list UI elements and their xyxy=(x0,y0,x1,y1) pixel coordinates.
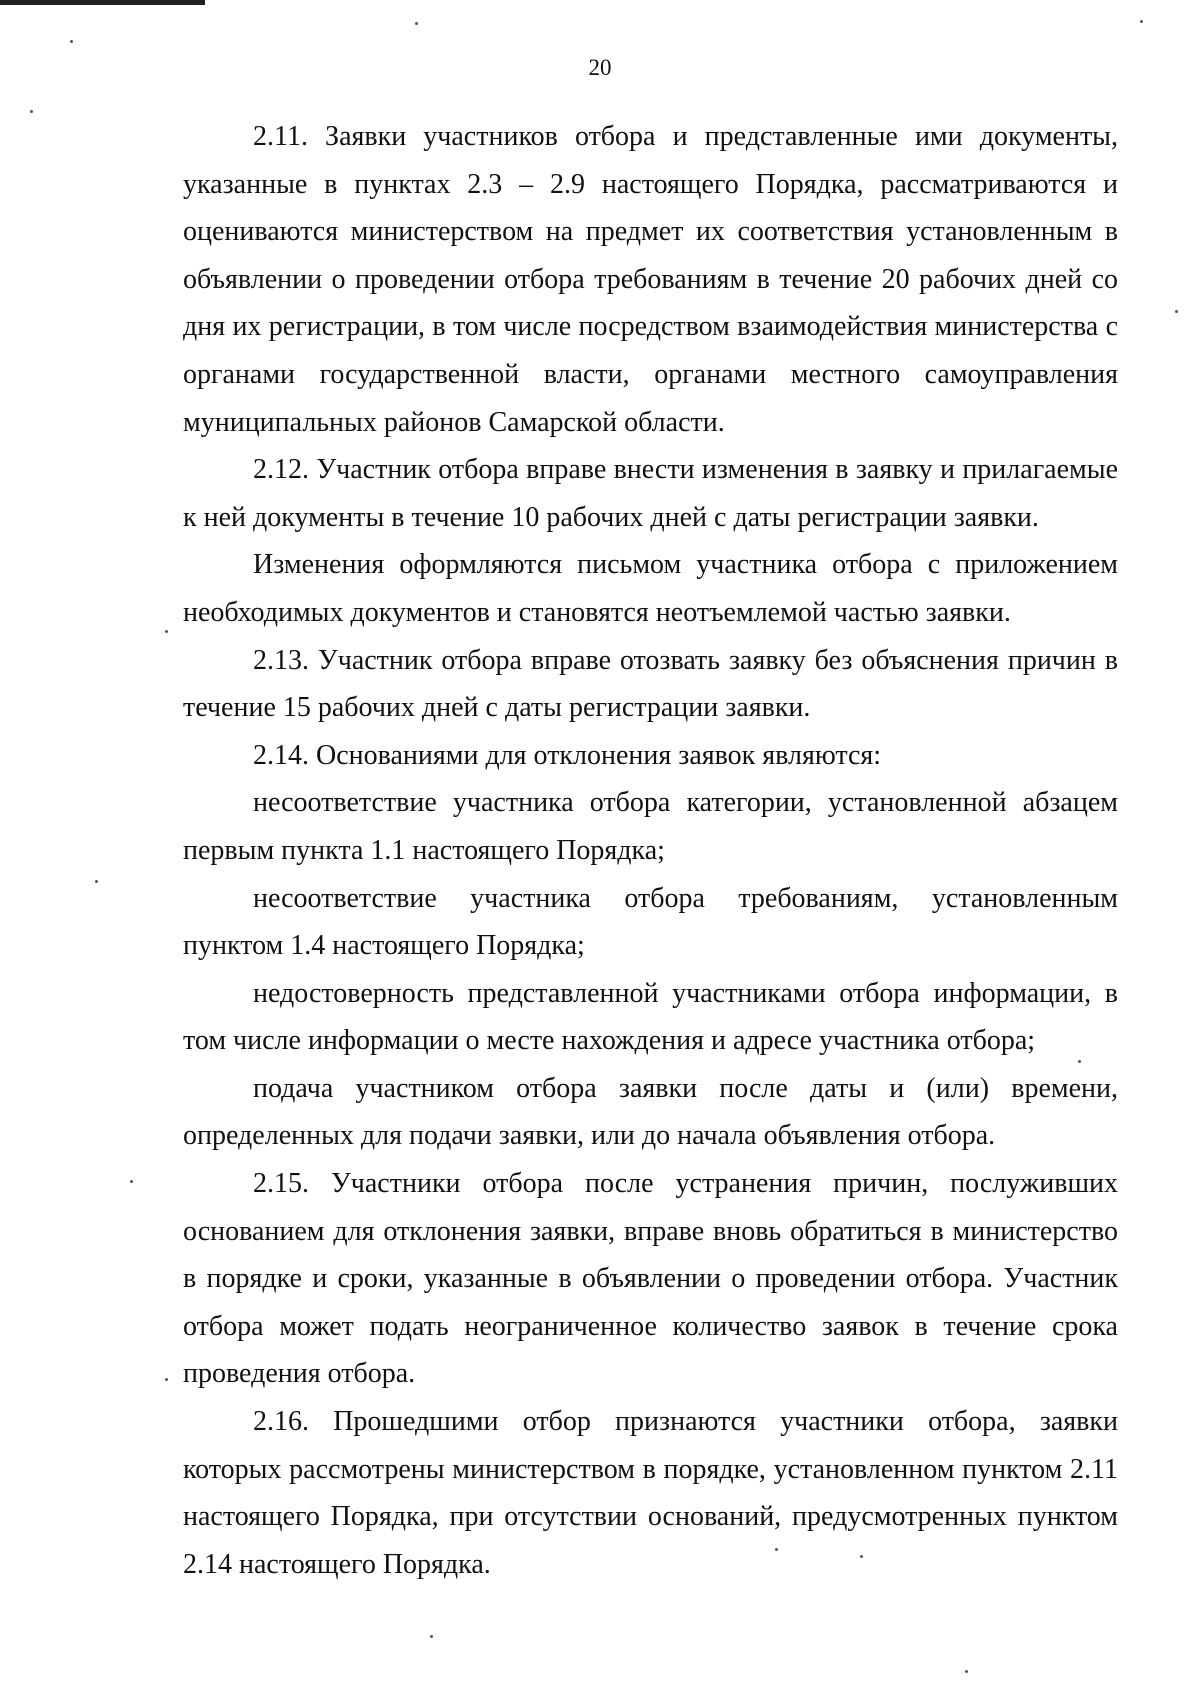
document-body xyxy=(183,113,1118,1588)
scan-speck xyxy=(70,40,73,43)
paragraph-2-14: 2.14. Основаниями для отклонения заявок являются: xyxy=(253,739,882,771)
scan-speck xyxy=(1140,20,1143,23)
paragraph-2-11: 2.11. Заявки участников отбора и представленные ими документы, указанные в пунктах 2.3 – 2.9 настоящего Порядка, рассматриваются и оцениваются министерством на предмет их соответствия установленным в объявлении о проведении отбора требованиям в течение 20 рабочих дней со дня их регистрации, в том числе посредством взаимодействия министерства с органами государственной власти, органами местного самоуправления муниципальных районов Самарской области. xyxy=(183,121,1118,438)
scan-speck xyxy=(860,1555,863,1558)
scan-speck xyxy=(165,1378,168,1381)
paragraph-2-12: 2.12. Участник отбора вправе внести изменения в заявку и прилагаемые к ней документы в течение 10 рабочих дней с даты регистрации заявки. xyxy=(183,454,1118,533)
scan-speck xyxy=(165,630,168,633)
rejection-reason-item: подача участником отбора заявки после даты и (или) времени, определенных для подачи заявки, или до начала объявления отбора. xyxy=(183,1072,1118,1152)
scan-speck xyxy=(415,22,418,25)
scan-speck xyxy=(130,1180,133,1183)
paragraph-changes: Изменения оформляются письмом участника отбора с приложением необходимых документов и становятся неотъемлемой частью заявки. xyxy=(183,549,1118,628)
paragraph-2-16: 2.16. Прошедшими отбор признаются участники отбора, заявки которых рассмотрены министерством в порядке, установленном пунктом 2.11 настоящего Порядка, при отсутствии оснований, предусмотренных пунктом 2.14 настоящего Порядка. xyxy=(183,1406,1118,1580)
paragraph-2-15: 2.15. Участники отбора после устранения причин, послуживших основанием для отклонения заявки, вправе вновь обратиться в министерство в порядке и сроки, указанные в объявлении о проведении отбора. Участник отбора может подать неограниченное количество заявок в течение срока проведения отбора. xyxy=(183,1168,1118,1390)
scan-speck xyxy=(430,1635,433,1638)
rejection-reason-item: несоответствие участника отбора требованиям, установленным пунктом 1.4 настоящего Порядка; xyxy=(183,882,1118,962)
scan-speck xyxy=(775,1548,778,1551)
scan-speck xyxy=(1078,1060,1081,1063)
page-number: 20 xyxy=(588,55,612,80)
scan-speck xyxy=(965,1670,968,1673)
paragraph-2-13: 2.13. Участник отбора вправе отозвать заявку без объяснения причин в течение 15 рабочих дней с даты регистрации заявки. xyxy=(183,644,1118,724)
scan-speck xyxy=(30,110,33,113)
scan-speck xyxy=(95,880,98,883)
scan-border-line xyxy=(0,0,205,5)
rejection-reason-item: недостоверность представленной участниками отбора информации, в том числе информации о месте нахождения и адресе участника отбора; xyxy=(183,977,1118,1057)
scan-speck xyxy=(1175,310,1178,313)
rejection-reason-item: несоответствие участника отбора категории, установленной абзацем первым пункта 1.1 настоящего Порядка; xyxy=(183,787,1118,866)
